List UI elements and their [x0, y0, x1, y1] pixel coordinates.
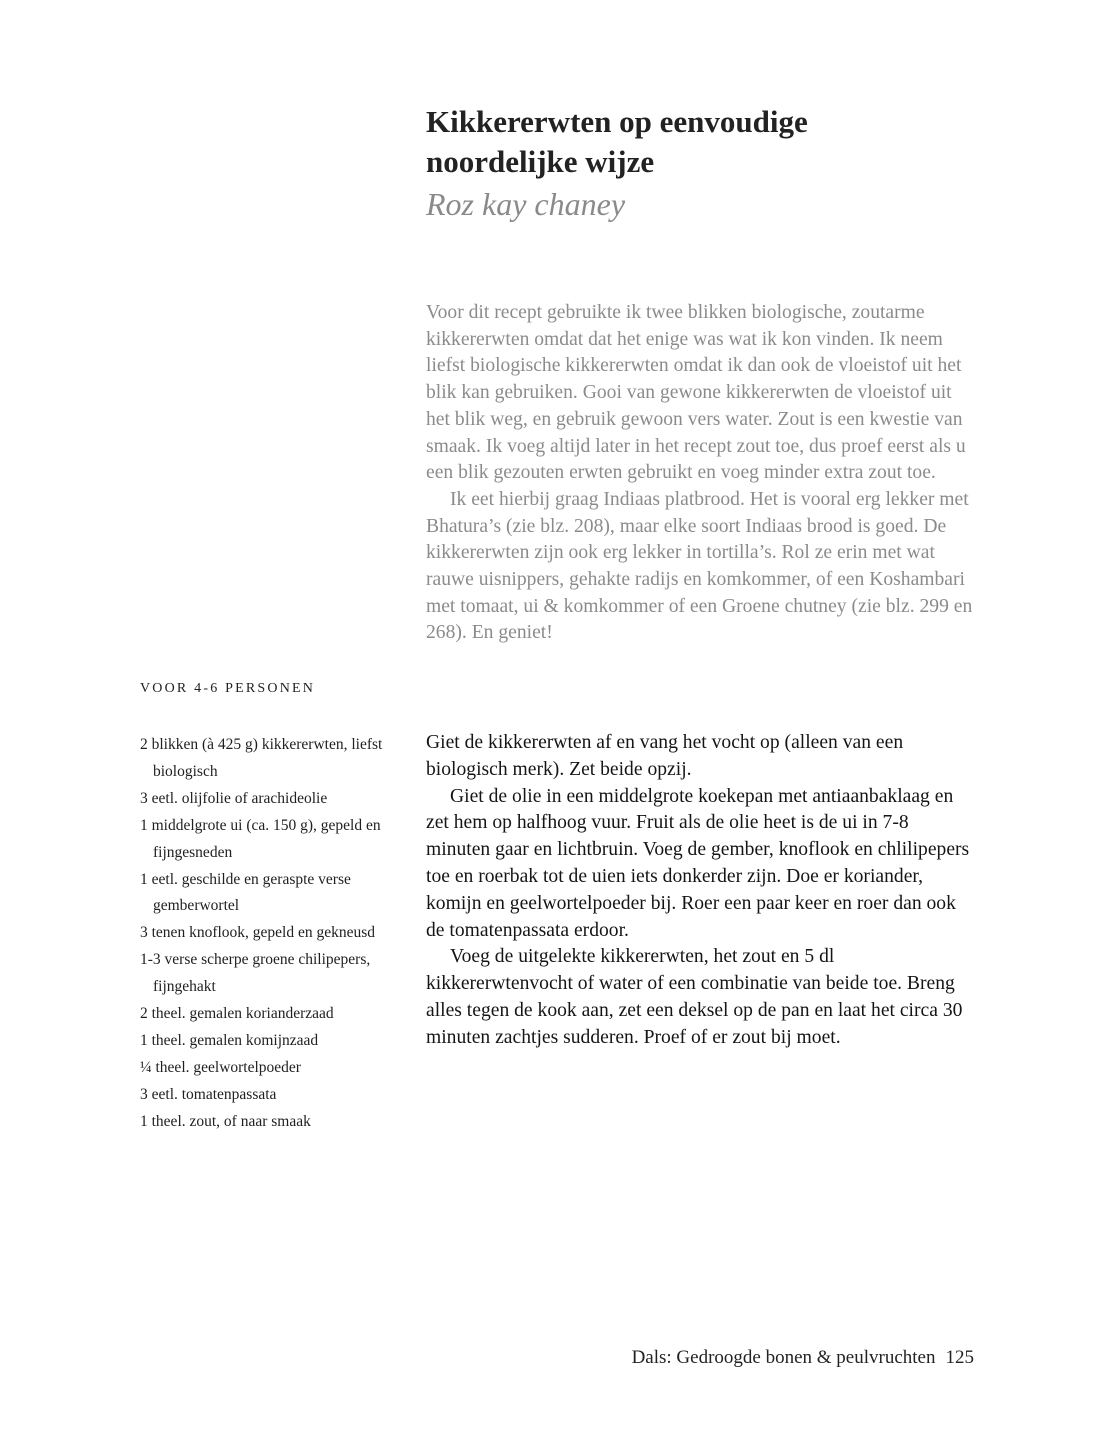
intro-paragraph: Voor dit recept gebruikte ik twee blikken biologische, zoutarme kikkererwten omdat dat het enige was wat ik kon vinden. Ik neem liefst biologische kikkererwten omdat ik dan ook de vloeistof uit het blik kan gebruiken. Gooi van gewone kikkererwten de vloeistof uit het blik weg, en gebruik gewoon vers water. Zout is een kwestie van smaak. Ik voeg altijd later in het recept zout toe, dus proef eerst als u een blik gezouten erwten gebruikt en voeg minder extra zout toe.	[426, 302, 966, 484]
method-text	[426, 730, 976, 1052]
intro-paragraph: Ik eet hierbij graag Indiaas platbrood. Het is vooral erg lekker met Bhatura’s (zie blz. 208), maar elke soort Indiaas brood is goed. De kikkererwten zijn ook erg lekker in tortilla’s. Rol ze erin met wat rauwe uisnippers, gehakte radijs en komkommer, of een Koshambari met tomaat, ui & komkommer of een Groene chutney (zie blz. 299 en 268). En geniet!	[426, 488, 973, 644]
ingredient-item: 1-3 verse scherpe groene chilipepers, fijngehakt	[140, 951, 371, 996]
recipe-title-line-1: Kikkererwten op eenvoudige	[426, 104, 808, 139]
recipe-title-line-2: noordelijke wijze	[426, 144, 655, 179]
servings-heading: VOOR 4-6 PERSONEN	[140, 681, 316, 696]
ingredient-list	[140, 732, 420, 1136]
ingredient-item: 3 eetl. tomatenpassata	[140, 1085, 277, 1103]
ingredient-item: 2 theel. gemalen korianderzaad	[140, 1005, 334, 1023]
ingredient-item: 1 theel. zout, of naar smaak	[140, 1112, 311, 1130]
footer-section-title: Dals: Gedroogde bonen & peulvruchten	[631, 1347, 936, 1368]
ingredient-item: 1 theel. gemalen komijnzaad	[140, 1031, 319, 1049]
method-step: Giet de olie in een middelgrote koekepan met antiaanbaklaag en zet hem op halfhoog vuur. Fruit als de olie heet is de ui in 7-8 minuten gaar en lichtbruin. Voeg de gember, knoflook en chlilipepers toe en roerbak tot de uien iets donkerder zijn. Doe er koriander, komijn en geelwortelpoeder bij. Roer een paar keer en roer dan ook de tomatenpassata erdoor.	[426, 785, 970, 941]
ingredient-item: 1 middelgrote ui (ca. 150 g), gepeld en fijngesneden	[140, 816, 381, 861]
recipe-title	[426, 102, 1026, 182]
ingredient-item: ¼ theel. geelwortelpoeder	[140, 1058, 301, 1076]
ingredient-item: 1 eetl. geschilde en geraspte verse gemberwortel	[140, 870, 351, 915]
page-footer	[632, 1347, 974, 1369]
page-number: 125	[945, 1347, 974, 1368]
method-step: Giet de kikkererwten af en vang het vocht op (alleen van een biologisch merk). Zet beide opzij.	[426, 732, 904, 780]
ingredient-item: 3 tenen knoflook, gepeld en gekneusd	[140, 924, 376, 942]
ingredient-item: 2 blikken (à 425 g) kikkererwten, liefst biologisch	[140, 736, 383, 780]
recipe-subtitle: Roz kay chaney	[426, 186, 626, 222]
ingredient-item: 3 eetl. olijfolie of arachideolie	[140, 789, 328, 807]
method-step: Voeg de uitgelekte kikkererwten, het zout en 5 dl kikkererwtenvocht of water of een combinatie van beide toe. Breng alles tegen de kook aan, zet een deksel op de pan en laat het circa 30 minuten zachtjes sudderen. Proef of er zout bij moet.	[426, 946, 963, 1048]
intro-text	[426, 300, 974, 647]
